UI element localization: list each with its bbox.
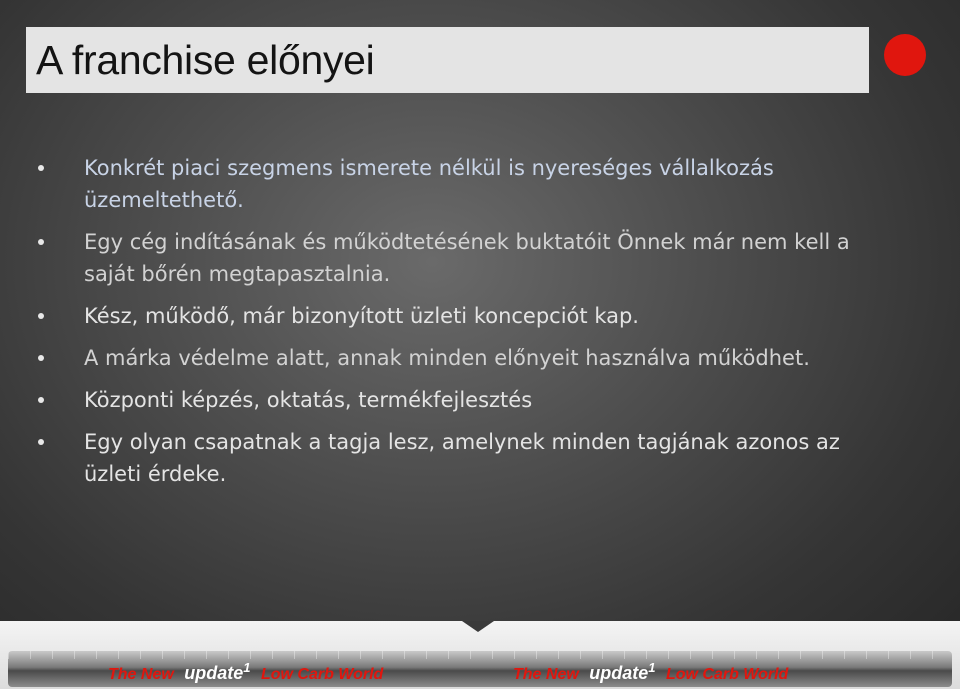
footer-notch [462,621,494,632]
brand-banner [8,651,952,687]
bullet-text: Egy olyan csapatnak a tagja lesz, amelynek minden tagjának azonos az üzleti érdeke. [84,430,840,486]
brand-logo [108,660,383,684]
bullet-dot-icon [38,313,44,319]
brand-name: update$^1$ [589,660,656,683]
bullet-item [36,152,896,216]
brand-logo [513,660,788,684]
brand-prefix: The New [108,666,174,683]
slide-title: A franchise előnyei [36,36,375,83]
bullet-item [36,426,896,490]
red-circle-icon [884,34,926,76]
bullet-text: Egy cég indításának és működtetésének buktatóit Önnek már nem kell a saját bőrén megtapasztalnia. [84,230,850,286]
bullet-list [36,152,896,500]
brand-suffix: Low Carb World [665,666,789,683]
bullet-item [36,342,896,374]
brand-prefix: The New [513,666,579,683]
title-box [26,27,869,93]
bullet-text: Központi képzés, oktatás, termékfejlesztés [84,388,533,412]
bullet-dot-icon [38,165,44,171]
bullet-dot-icon [38,439,44,445]
bullet-text: A márka védelme alatt, annak minden előnyeit használva működhet. [84,346,810,370]
banner-ticks [8,651,952,659]
bullet-text: Konkrét piaci szegmens ismerete nélkül is nyereséges vállalkozás üzemeltethető. [84,156,774,212]
brand-suffix: Low Carb World [260,666,384,683]
bullet-item [36,300,896,332]
bullet-text: Kész, működő, már bizonyított üzleti koncepciót kap. [84,304,639,328]
bullet-item [36,384,896,416]
bullet-dot-icon [38,355,44,361]
brand-name: update$^1$ [184,660,251,683]
bullet-item [36,226,896,290]
bullet-dot-icon [38,397,44,403]
bullet-dot-icon [38,239,44,245]
